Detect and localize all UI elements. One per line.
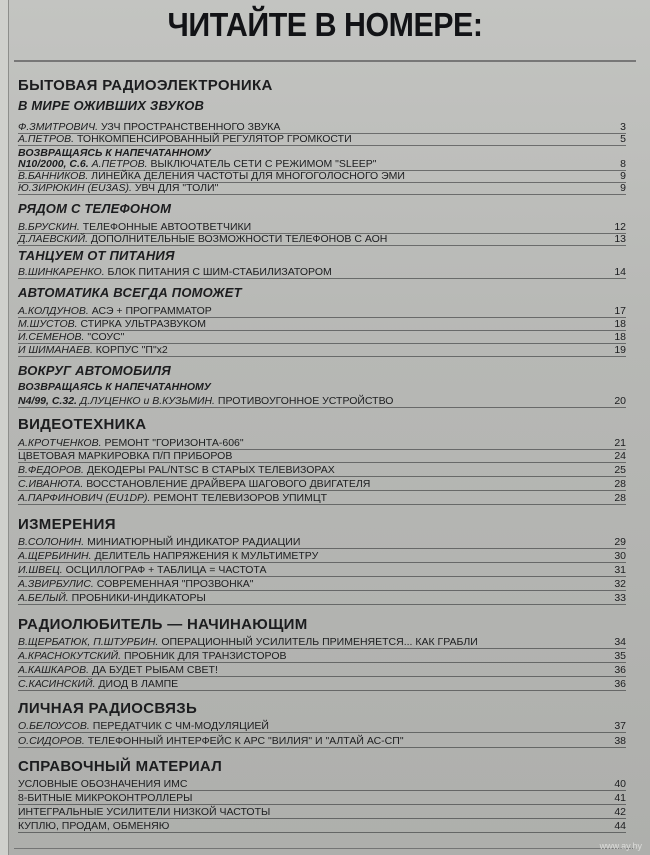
toc-entry bbox=[18, 536, 626, 549]
entry-title: БЛОК ПИТАНИЯ С ШИМ-СТАБИЛИЗАТОРОМ bbox=[107, 266, 332, 278]
entry-author: Ф.ЗМИТРОВИЧ. bbox=[18, 121, 99, 133]
entry-title: ЛИНЕЙКА ДЕЛЕНИЯ ЧАСТОТЫ ДЛЯ МНОГОГОЛОСНОГО ЭМИ bbox=[91, 170, 405, 182]
toc-entry bbox=[18, 550, 626, 563]
entry-page-number: 38 bbox=[614, 735, 626, 747]
toc-entry bbox=[18, 678, 626, 691]
entry-title: СОВРЕМЕННАЯ "ПРОЗВОНКА" bbox=[96, 578, 254, 590]
toc-entry bbox=[18, 735, 626, 748]
entry-author: А.ЗВИРБУЛИС. bbox=[18, 578, 94, 590]
entry-page-number: 30 bbox=[614, 550, 626, 562]
entry-page-number: 32 bbox=[614, 578, 626, 590]
title-divider bbox=[14, 60, 636, 62]
entry-title: КУПЛЮ, ПРОДАМ, ОБМЕНЯЮ bbox=[18, 820, 170, 832]
entry-title: УЗЧ ПРОСТРАНСТВЕННОГО ЗВУКА bbox=[100, 121, 281, 133]
entry-author: А.ПЕТРОВ. bbox=[18, 133, 75, 145]
entry-page-number: 8 bbox=[620, 158, 626, 170]
entry-title: АСЭ + ПРОГРАММАТОР bbox=[91, 305, 212, 317]
toc-entry bbox=[18, 806, 626, 819]
entry-title: ИНТЕГРАЛЬНЫЕ УСИЛИТЕЛИ НИЗКОЙ ЧАСТОТЫ bbox=[18, 806, 271, 818]
entry-title: ДИОД В ЛАМПЕ bbox=[98, 678, 179, 690]
entry-title: УСЛОВНЫЕ ОБОЗНАЧЕНИЯ ИМС bbox=[18, 778, 188, 790]
toc-entry bbox=[18, 650, 626, 663]
entry-page-number: 37 bbox=[614, 720, 626, 732]
returning-note: ВОЗВРАЩАЯСЬ К НАПЕЧАТАННОМУ bbox=[18, 381, 211, 393]
entry-title: ПРОТИВОУГОННОЕ УСТРОЙСТВО bbox=[217, 395, 394, 407]
entry-author: И ШИМАНАЕВ. bbox=[18, 344, 93, 356]
toc-entry bbox=[18, 182, 626, 195]
entry-title: УВЧ ДЛЯ "ТОЛИ" bbox=[134, 182, 219, 194]
toc-entry bbox=[18, 664, 626, 677]
entry-author: А.ПАРФИНОВИЧ (EU1DP). bbox=[18, 492, 151, 504]
entry-author: А.ЩЕРБИНИН. bbox=[18, 550, 92, 562]
section-heading-household-electronics: БЫТОВАЯ РАДИОЭЛЕКТРОНИКА bbox=[18, 77, 273, 94]
entry-page-number: 29 bbox=[614, 536, 626, 548]
entry-author: Д.ЛАЕВСКИЙ. bbox=[18, 233, 88, 245]
section-heading-reference: СПРАВОЧНЫЙ МАТЕРИАЛ bbox=[18, 758, 223, 775]
toc-entry bbox=[18, 450, 626, 463]
entry-author: В.БРУСКИН. bbox=[18, 221, 80, 233]
entry-title: ТЕЛЕФОННЫЕ АВТООТВЕТЧИКИ bbox=[82, 221, 252, 233]
entry-reference: N4/99, С.32. bbox=[18, 395, 77, 407]
entry-page-number: 9 bbox=[620, 170, 626, 182]
section-heading-personal-radio: ЛИЧНАЯ РАДИОСВЯЗЬ bbox=[18, 700, 198, 717]
entry-page-number: 36 bbox=[614, 678, 626, 690]
entry-page-number: 13 bbox=[614, 233, 626, 245]
entry-title: ПРОБНИКИ-ИНДИКАТОРЫ bbox=[71, 592, 206, 604]
section-heading-video: ВИДЕОТЕХНИКА bbox=[18, 416, 147, 433]
toc-entry bbox=[18, 331, 626, 344]
entry-author: И.ШВЕЦ. bbox=[18, 564, 63, 576]
entry-author: В.БАННИКОВ. bbox=[18, 170, 89, 182]
entry-author: Д.ЛУЦЕНКО и В.КУЗЬМИН. bbox=[79, 395, 215, 407]
toc-entry bbox=[18, 318, 626, 331]
toc-entry bbox=[18, 344, 626, 357]
entry-author: О.БЕЛОУСОВ. bbox=[18, 720, 90, 732]
entry-page-number: 24 bbox=[614, 450, 626, 462]
toc-entry bbox=[18, 395, 626, 408]
entry-title: ДЕКОДЕРЫ PAL/NTSC В СТАРЫХ ТЕЛЕВИЗОРАХ bbox=[86, 464, 335, 476]
entry-title: ВОССТАНОВЛЕНИЕ ДРАЙВЕРА ШАГОВОГО ДВИГАТЕЛЯ bbox=[86, 478, 371, 490]
entry-page-number: 12 bbox=[614, 221, 626, 233]
watermark-text: www.ay.by bbox=[599, 841, 642, 851]
entry-author: Ю.ЗИРЮКИН (EU3AS). bbox=[18, 182, 132, 194]
toc-entry bbox=[18, 792, 626, 805]
toc-entry bbox=[18, 578, 626, 591]
entry-page-number: 17 bbox=[614, 305, 626, 317]
subheading-sounds: В МИРЕ ОЖИВШИХ ЗВУКОВ bbox=[18, 98, 205, 113]
entry-page-number: 44 bbox=[614, 820, 626, 832]
toc-entry bbox=[18, 564, 626, 577]
entry-page-number: 19 bbox=[614, 344, 626, 356]
entry-title: 8-БИТНЫЕ МИКРОКОНТРОЛЛЕРЫ bbox=[18, 792, 193, 804]
entry-page-number: 41 bbox=[614, 792, 626, 804]
entry-author: А.БЕЛЫЙ. bbox=[18, 592, 69, 604]
entry-title: ВЫКЛЮЧАТЕЛЬ СЕТИ С РЕЖИМОМ "SLEEP" bbox=[150, 158, 377, 170]
subheading-power: ТАНЦУЕМ ОТ ПИТАНИЯ bbox=[18, 248, 175, 263]
entry-title: ЦВЕТОВАЯ МАРКИРОВКА П/П ПРИБОРОВ bbox=[18, 450, 233, 462]
entry-title: ДЕЛИТЕЛЬ НАПРЯЖЕНИЯ К МУЛЬТИМЕТРУ bbox=[94, 550, 319, 562]
entry-author: О.СИДОРОВ. bbox=[18, 735, 85, 747]
entry-page-number: 9 bbox=[620, 182, 626, 194]
subheading-automation: АВТОМАТИКА ВСЕГДА ПОМОЖЕТ bbox=[18, 285, 242, 300]
entry-title: РЕМОНТ ТЕЛЕВИЗОРОВ УПИМЦТ bbox=[153, 492, 328, 504]
entry-page-number: 42 bbox=[614, 806, 626, 818]
entry-author: А.КРАСНОКУТСКИЙ. bbox=[18, 650, 122, 662]
entry-page-number: 3 bbox=[620, 121, 626, 133]
page-binding-edge bbox=[0, 0, 9, 855]
entry-title: ТОНКОМПЕНСИРОВАННЫЙ РЕГУЛЯТОР ГРОМКОСТИ bbox=[76, 133, 352, 145]
entry-author: А.КРОТЧЕНКОВ. bbox=[18, 437, 102, 449]
toc-entry bbox=[18, 592, 626, 605]
entry-page-number: 25 bbox=[614, 464, 626, 476]
entry-title: КОРПУС "П"x2 bbox=[95, 344, 168, 356]
toc-entry bbox=[18, 778, 626, 791]
entry-author: А.КОЛДУНОВ. bbox=[18, 305, 89, 317]
subheading-car: ВОКРУГ АВТОМОБИЛЯ bbox=[18, 363, 171, 378]
entry-author: В.ШИНКАРЕНКО. bbox=[18, 266, 105, 278]
section-heading-beginners: РАДИОЛЮБИТЕЛЬ — НАЧИНАЮЩИМ bbox=[18, 616, 308, 633]
entry-page-number: 18 bbox=[614, 318, 626, 330]
returning-note: ВОЗВРАЩАЯСЬ К НАПЕЧАТАННОМУ bbox=[18, 147, 211, 159]
entry-title: ОСЦИЛЛОГРАФ + ТАБЛИЦА = ЧАСТОТА bbox=[65, 564, 267, 576]
entry-page-number: 31 bbox=[614, 564, 626, 576]
entry-title: ДА БУДЕТ РЫБАМ СВЕТ! bbox=[91, 664, 218, 676]
entry-page-number: 28 bbox=[614, 492, 626, 504]
entry-author: В.ФЕДОРОВ. bbox=[18, 464, 84, 476]
page-title: ЧИТАЙТЕ В НОМЕРЕ: bbox=[167, 6, 483, 43]
entry-title: ПРОБНИК ДЛЯ ТРАНЗИСТОРОВ bbox=[123, 650, 287, 662]
toc-entry bbox=[18, 464, 626, 477]
toc-entry bbox=[18, 266, 626, 279]
entry-page-number: 40 bbox=[614, 778, 626, 790]
toc-entry bbox=[18, 233, 626, 246]
entry-page-number: 36 bbox=[614, 664, 626, 676]
subheading-telephone: РЯДОМ С ТЕЛЕФОНОМ bbox=[18, 201, 172, 216]
bottom-divider bbox=[14, 848, 636, 849]
toc-entry bbox=[18, 437, 626, 450]
entry-page-number: 28 bbox=[614, 478, 626, 490]
entry-page-number: 18 bbox=[614, 331, 626, 343]
entry-page-number: 5 bbox=[620, 133, 626, 145]
toc-entry bbox=[18, 720, 626, 733]
entry-title: ДОПОЛНИТЕЛЬНЫЕ ВОЗМОЖНОСТИ ТЕЛЕФОНОВ С АОН bbox=[90, 233, 388, 245]
entry-title: ПЕРЕДАТЧИК С ЧМ-МОДУЛЯЦИЕЙ bbox=[92, 720, 269, 732]
entry-title: МИНИАТЮРНЫЙ ИНДИКАТОР РАДИАЦИИ bbox=[87, 536, 301, 548]
entry-author: В.ЩЕРБАТЮК, П.ШТУРБИН. bbox=[18, 636, 159, 648]
toc-entry bbox=[18, 478, 626, 491]
entry-page-number: 14 bbox=[614, 266, 626, 278]
entry-author: И.СЕМЕНОВ. bbox=[18, 331, 85, 343]
section-heading-measurements: ИЗМЕРЕНИЯ bbox=[18, 516, 116, 533]
entry-title: СТИРКА УЛЬТРАЗВУКОМ bbox=[80, 318, 206, 330]
entry-page-number: 20 bbox=[614, 395, 626, 407]
toc-entry bbox=[18, 820, 626, 833]
entry-reference: N10/2000, С.6. bbox=[18, 158, 89, 170]
toc-entry bbox=[18, 305, 626, 318]
toc-entry bbox=[18, 636, 626, 649]
entry-author: М.ШУСТОВ. bbox=[18, 318, 78, 330]
entry-author: В.СОЛОНИН. bbox=[18, 536, 85, 548]
entry-page-number: 33 bbox=[614, 592, 626, 604]
entry-title: "СОУС" bbox=[87, 331, 125, 343]
entry-author: А.ПЕТРОВ. bbox=[91, 158, 148, 170]
entry-page-number: 21 bbox=[614, 437, 626, 449]
entry-author: С.КАСИНСКИЙ. bbox=[18, 678, 96, 690]
toc-entry bbox=[18, 133, 626, 146]
entry-title: ОПЕРАЦИОННЫЙ УСИЛИТЕЛЬ ПРИМЕНЯЕТСЯ... КАК ГРАБЛИ bbox=[161, 636, 478, 648]
entry-title: РЕМОНТ "ГОРИЗОНТА-606" bbox=[104, 437, 244, 449]
entry-page-number: 35 bbox=[614, 650, 626, 662]
entry-page-number: 34 bbox=[614, 636, 626, 648]
entry-title: ТЕЛЕФОННЫЙ ИНТЕРФЕЙС К АРС "ВИЛИЯ" И "АЛТАЙ АС-СП" bbox=[87, 735, 404, 747]
entry-author: С.ИВАНЮТА. bbox=[18, 478, 84, 490]
toc-entry bbox=[18, 492, 626, 505]
entry-author: А.КАШКАРОВ. bbox=[18, 664, 90, 676]
